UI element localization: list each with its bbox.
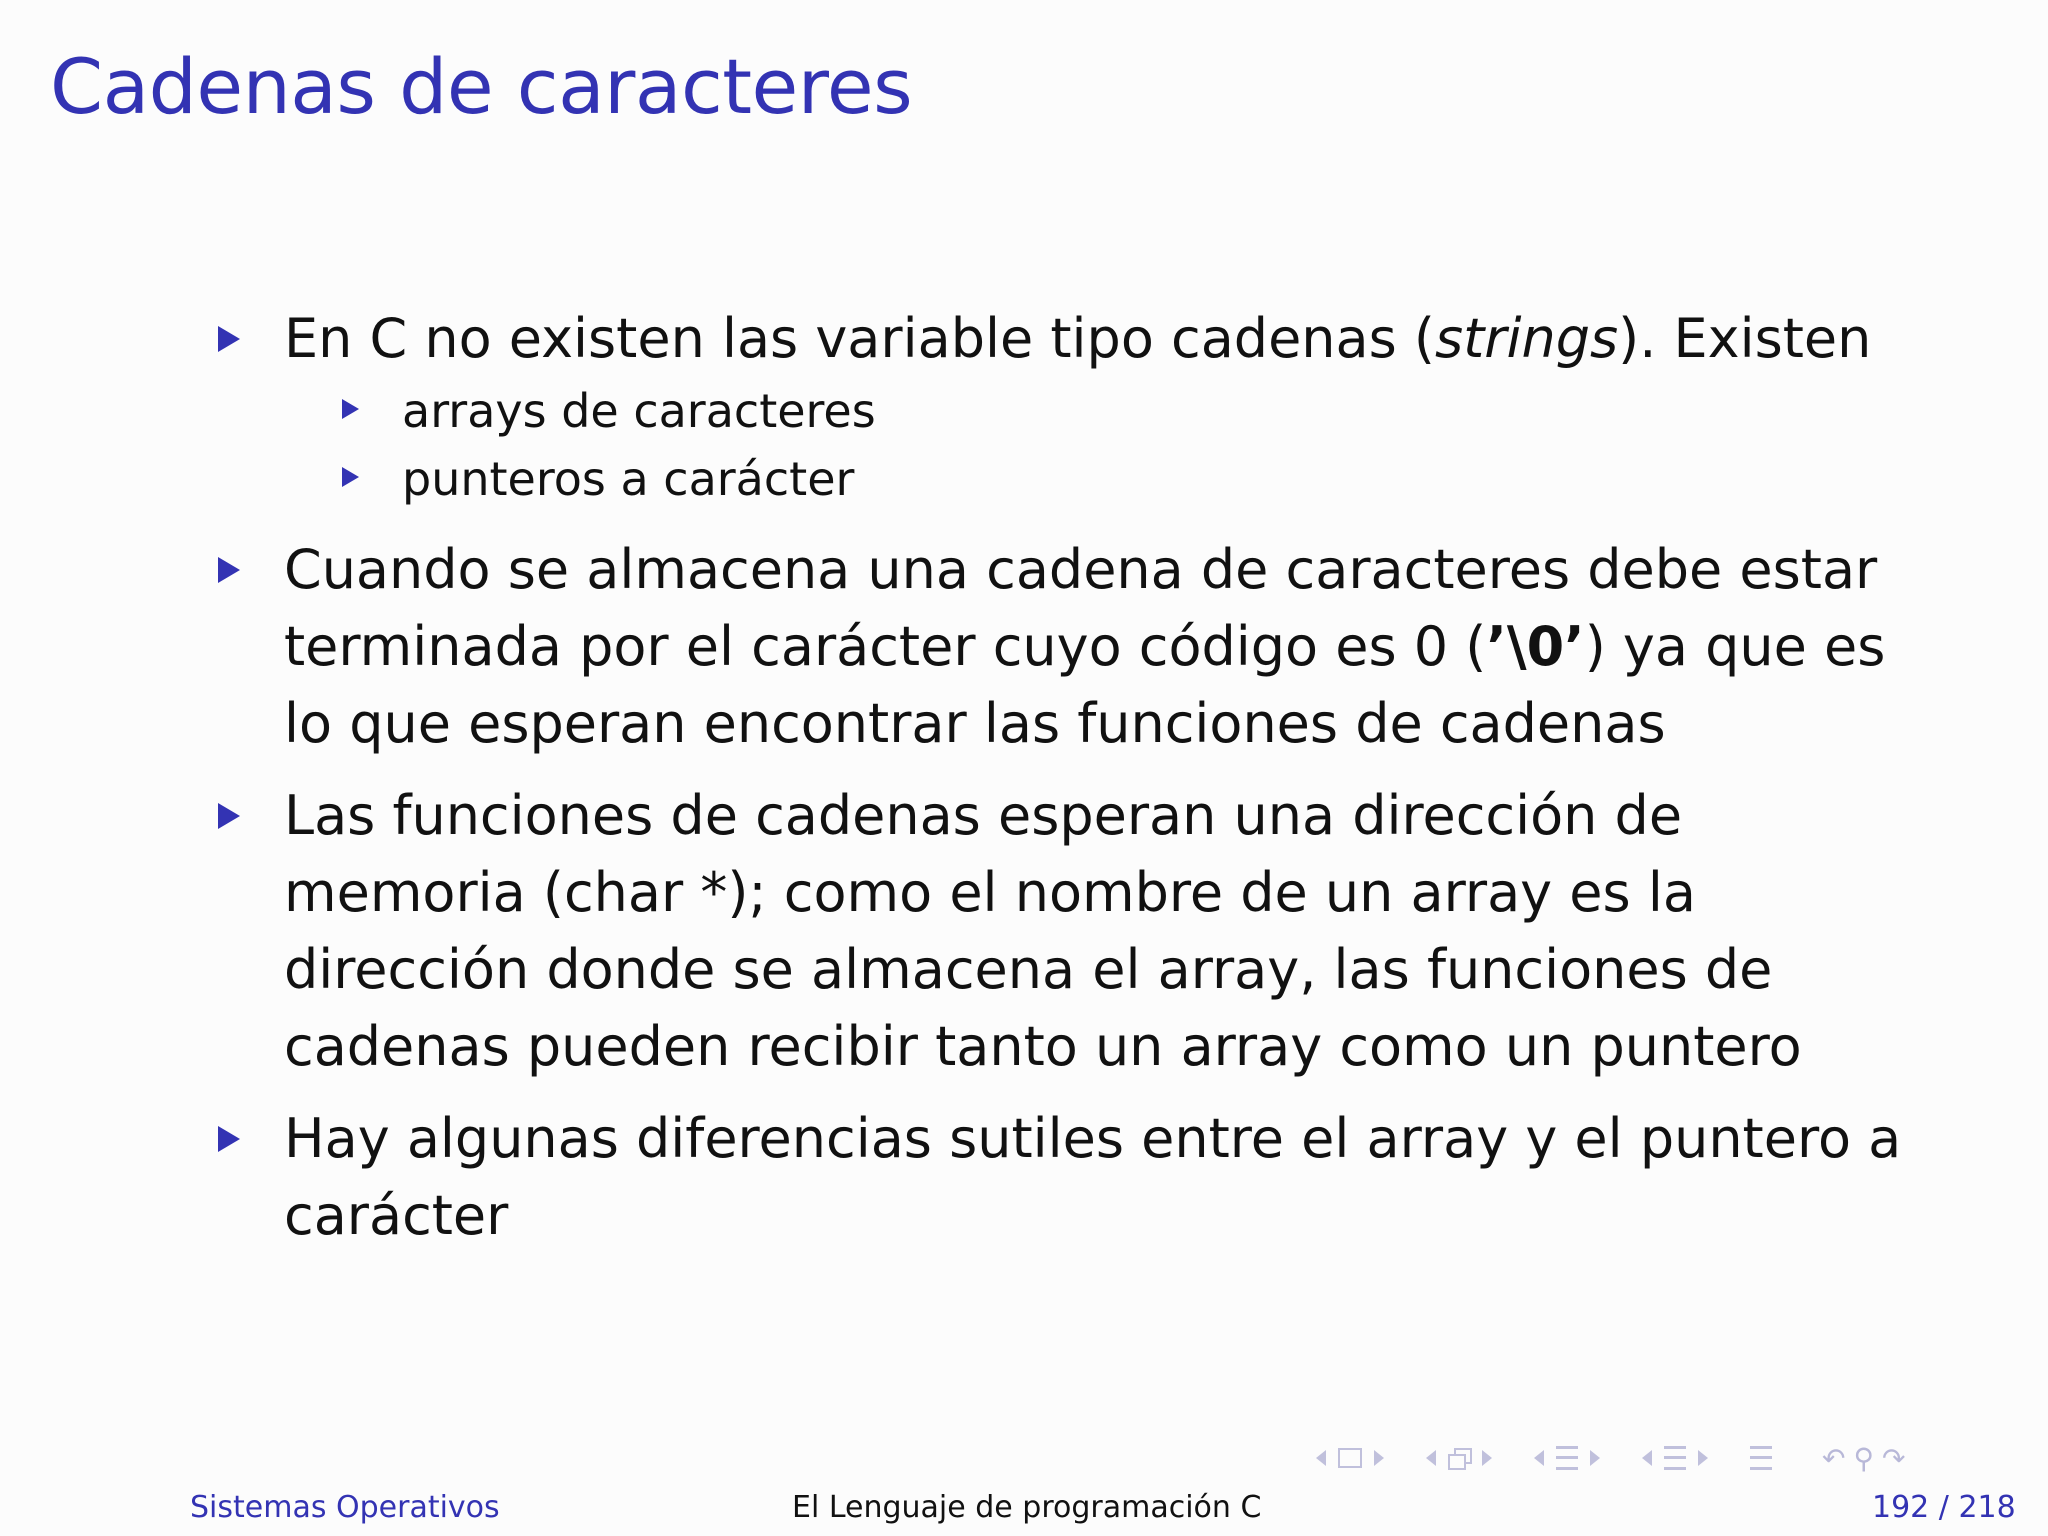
section-icon[interactable] (1664, 1446, 1686, 1470)
nav-next-icon[interactable] (1374, 1450, 1384, 1466)
search-icon[interactable]: ⚲ (1853, 1441, 1874, 1475)
bullet-list (218, 300, 1918, 1254)
bullet-triangle-icon (218, 326, 240, 352)
bullet-triangle-icon (218, 1126, 240, 1152)
sub-bullet-text: punteros a carácter (402, 452, 855, 506)
nav-prev-icon[interactable] (1316, 1450, 1326, 1466)
bullet-triangle-icon (218, 803, 240, 829)
nav-prev-icon[interactable] (1642, 1450, 1652, 1466)
sub-bullet-triangle-icon (342, 399, 359, 419)
page-number: 192 / 218 (1872, 1490, 2016, 1525)
section-nav (1528, 1446, 1606, 1470)
slide-footer (0, 1490, 2048, 1530)
beamer-navigation-bar (1310, 1440, 2030, 1476)
slide-title: Cadenas de caracteres (50, 42, 913, 131)
bullet-text: Las funciones de cadenas esperan una dirección de memoria (char *); como el nombre de un array es la dirección donde se almacena el array, las funciones de cadenas pueden recibir tanto un array como un puntero (284, 784, 1802, 1078)
toc-icon[interactable] (1750, 1446, 1772, 1470)
nav-next-icon[interactable] (1590, 1450, 1600, 1466)
bullet-text: En C no existen las variable tipo cadenas (strings). Existen (284, 307, 1872, 370)
nav-prev-icon[interactable] (1426, 1450, 1436, 1466)
subsection-icon[interactable] (1448, 1448, 1470, 1468)
sub-bullet-triangle-icon (342, 467, 359, 487)
null-char-literal: ’\0’ (1486, 615, 1585, 678)
section-icon[interactable] (1556, 1446, 1578, 1470)
part-nav (1636, 1446, 1714, 1470)
sub-bullet-item-2 (342, 445, 1918, 513)
bullet-item-4 (218, 1100, 1918, 1254)
sub-bullet-item-1 (342, 377, 1918, 445)
nav-next-icon[interactable] (1482, 1450, 1492, 1466)
bullet-item-2 (218, 531, 1918, 762)
emphasis-text: strings (1434, 307, 1619, 370)
search-nav (1818, 1442, 1909, 1475)
bullet-triangle-icon (218, 557, 240, 583)
bullet-item-1 (218, 300, 1918, 377)
nav-next-icon[interactable] (1698, 1450, 1708, 1466)
footer-topic: El Lenguaje de programación C (792, 1490, 1262, 1525)
nav-prev-icon[interactable] (1534, 1450, 1544, 1466)
bullet-text: Hay algunas diferencias sutiles entre el array y el puntero a carácter (284, 1107, 1902, 1247)
subsection-nav (1420, 1448, 1498, 1468)
frame-icon[interactable] (1338, 1448, 1362, 1468)
bullet-text: Cuando se almacena una cadena de caracteres debe estar terminada por el carácter cuyo código es 0 (’\0’) ya que es lo que esperan encontrar las funciones de cadenas (284, 538, 1886, 755)
sub-bullet-text: arrays de caracteres (402, 384, 876, 438)
redo-icon[interactable]: ↷ (1881, 1441, 1906, 1475)
frame-nav (1310, 1448, 1390, 1468)
footer-course: Sistemas Operativos (190, 1490, 500, 1525)
undo-icon[interactable]: ↶ (1822, 1441, 1846, 1475)
bullet-item-3 (218, 777, 1918, 1085)
toc-nav (1744, 1446, 1778, 1470)
